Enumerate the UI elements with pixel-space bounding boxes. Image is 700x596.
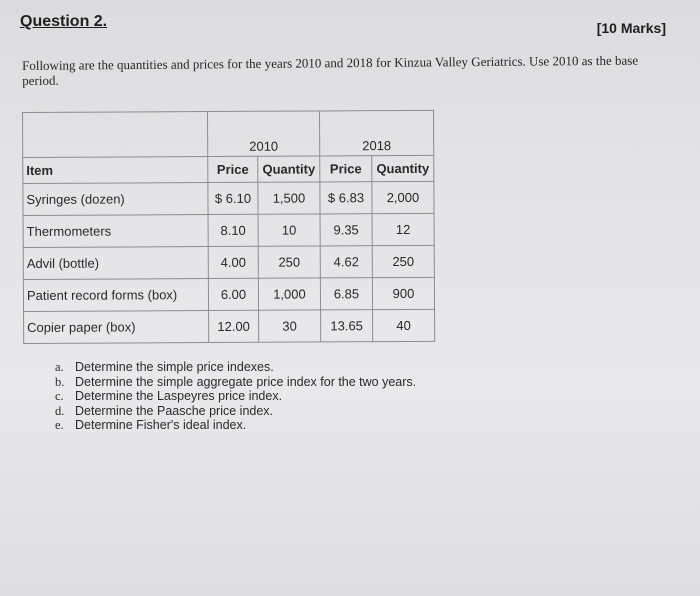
table-row — [23, 181, 434, 215]
task-letter: c. — [55, 389, 64, 403]
quantity-2010: 30 — [259, 310, 321, 342]
price-2018: 6.85 — [320, 278, 372, 310]
task-list — [55, 360, 416, 433]
table-row — [23, 245, 434, 279]
price-2010: $ 6.10 — [208, 182, 258, 214]
price-quantity-table — [22, 110, 435, 344]
task-text: Determine the Laspeyres price index. — [75, 389, 283, 403]
task-item — [55, 375, 416, 390]
task-letter: d. — [55, 403, 65, 418]
item-name: Thermometers — [23, 215, 208, 248]
quantity-2010: 10 — [258, 214, 320, 246]
price-2010-header: Price — [208, 156, 258, 182]
item-name: Copier paper (box) — [24, 311, 209, 344]
question-title: Question 2. — [20, 13, 108, 30]
price-2018-header: Price — [320, 156, 372, 182]
year-header-row — [23, 110, 434, 157]
year-2018-header: 2018 — [319, 110, 433, 156]
item-name: Advil (bottle) — [23, 247, 208, 280]
quantity-2018: 12 — [372, 213, 434, 245]
item-name: Syringes (dozen) — [23, 183, 208, 216]
price-2018: 4.62 — [320, 246, 372, 278]
quantity-2010: 1,500 — [258, 182, 320, 214]
year-2010-header: 2010 — [208, 111, 320, 157]
quantity-2018: 250 — [372, 245, 434, 277]
table-row — [23, 277, 434, 311]
table-row — [23, 213, 434, 247]
task-letter: a. — [55, 360, 64, 374]
quantity-2010-header: Quantity — [258, 156, 320, 182]
marks-label: [10 Marks] — [596, 20, 666, 36]
quantity-2018: 40 — [373, 309, 435, 341]
task-item — [55, 418, 416, 433]
price-2018: 9.35 — [320, 214, 372, 246]
price-2010: 8.10 — [208, 214, 258, 246]
task-letter: b. — [55, 374, 65, 389]
price-2010: 12.00 — [209, 310, 259, 342]
price-2018: $ 6.83 — [320, 182, 372, 214]
price-2010: 4.00 — [208, 246, 258, 278]
task-text: Determine the Paasche price index. — [75, 403, 274, 418]
table-corner-cell — [23, 112, 208, 158]
table-row — [24, 309, 435, 343]
quantity-2018-header: Quantity — [372, 155, 434, 181]
task-letter: e. — [55, 418, 64, 432]
task-text: Determine the simple price indexes. — [75, 360, 274, 374]
price-2018: 13.65 — [321, 310, 373, 342]
task-text: Determine Fisher's ideal index. — [75, 418, 247, 432]
column-header-row — [23, 155, 434, 183]
quantity-2010: 250 — [258, 246, 320, 278]
task-item — [55, 360, 416, 375]
question-intro: Following are the quantities and prices for the years 2010 and 2018 for Kinzua Valley Geriatrics. Use 2010 as the base period. — [22, 52, 639, 88]
price-2010: 6.00 — [208, 278, 258, 310]
quantity-2018: 900 — [372, 277, 434, 309]
quantity-2010: 1,000 — [258, 278, 320, 310]
task-item — [55, 404, 416, 419]
task-text: Determine the simple aggregate price index for the two years. — [75, 374, 417, 389]
item-header: Item — [23, 157, 208, 184]
task-item — [55, 389, 416, 404]
item-name: Patient record forms (box) — [23, 279, 208, 312]
quantity-2018: 2,000 — [372, 181, 434, 213]
